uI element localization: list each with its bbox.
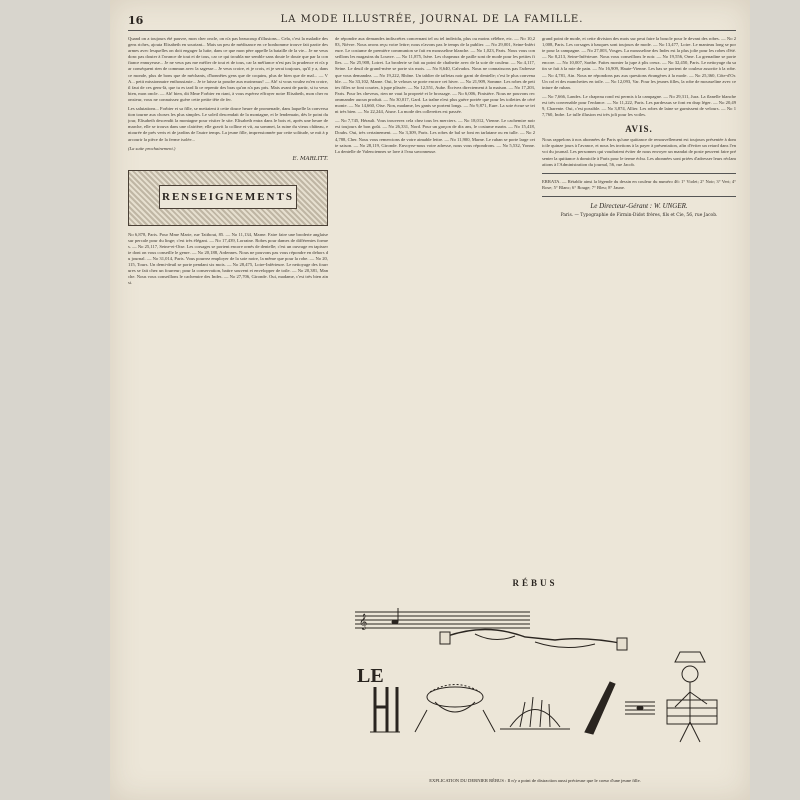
column-3-text-continued: — No 7,666, Landes. Le chapeau rond est permis à la campagne. — No 29,311, Jura. La flanelle blanche est très convenable pour l'enfance. — No 11,222, Paris. Les pardessus se font en drap léger. — No 20,499, Charente. Oui, c'est possible. — No 3,874, Allier. Les robes de laine se garnissent de velours. — No 17,760, Indre. Le tulle illusion est très joli pour les voiles. — [542, 93, 736, 118]
rebus-illustration — [335, 592, 735, 772]
column-3-text: grand point de mode, et cette division des mots sur peut faire la boucle pour le devant des robes. — No 21,008, Paris. Les corsages à basques sont toujours de mode. — No 13,477, Loire. Le manteau long se porte pour la campagne. — No 27,003, Vosges. La mousseline des Indes est la plus jolie pour les robes d'été. — No 8,213, Seine-Inférieure. Nous vous conseillons le noir. — No 19,556, Orne. La grenadine se porte encore. — No 10,007, Sarthe. Faites monter la jupe à plis creux. — No 32,450, Paris. Le nettoyage du satin se fait à la mie de pain. — No 16,909, Haute-Vienne. Les bas se portent de couleur assortie à la robe. — No 4,781, Ain. Nous ne répondons pas aux questions étrangères à la mode. — No 25,360, Côte-d'Or. Un col et des manchettes en toile. — No 12,093, Var. Pour les jeunes filles, la robe de mousseline avec ceinture de ruban. — [542, 36, 736, 90]
person-with-basket-drawing — [667, 652, 717, 742]
column-2-text: de répondre aux demandes indiscrètes concernant tel ou tel individu, plus ou moins célèbre, etc. — No 10,283, Nièvre. Nous avons reçu votre lettre; nous n'avons pas le temps de la publier. — No 29,001, Seine-Inférieure. Le costume de première communion se fait en mousseline blanche. — No 1,023, Paris. Nous vous conseillons les magasins du Louvre. — No 11,875, Isère. Les chapeaux de paille sont de mode pour les petites filles. — No 25,908, Loiret. La broderie se fait au point de chaînette avec de la soie de couleur. — No 4,117, Seine. Le deuil de grand-mère se porte six mois. — No 8,640, Calvados. Nous ne connaissons pas l'adresse que vous demandez. — No 19,222, Rhône. Un tablier de taffetas noir garni de dentelle; c'est le plus convenable. — No 33,102, Marne. Oui, le velours se porte encore cet hiver. — No 21,909, Somme. Les robes de petites filles se font courtes, à jupe plissée. — No 12,551, Aube. Écrivez directement à la maison. — No 17,203, Paris. Pour les cheveux, rien ne vaut la propreté et le brossage. — No 6,006, Finistère. Nous ne pouvons recommander aucun produit. — No 30,017, Gard. La traîne n'est plus guère portée que pour les toilettes de cérémonie. — No 14,660, Oise. Non, madame, les gants se portent longs. — No 9,871, Eure. La soie écrue se teint très bien. — No 22,244, Aisne. La mode des collerettes est passée. — [335, 36, 535, 115]
serial-story-text-continued: Les salutations... Forbier et sa fille, se mettaient à cette douce heure de promenade, dans laquelle la conversation tourne aux choses les plus simples. Le soleil descendait de la montagne, et le lendemain, dès le point du jour, Elisabeth descendit la montagne pour visiter le site. Elisabeth entra dans le bois et, après une heure de marche, elle se trouva dans une clairière; elle gravit la colline et vit, au sommet, la ruine du vieux château, entourée de prés verts et de jardins de l'autre temps. La jeune fille, impressionnée par cette solitude, se mit à parcourir la pièce de la ferme isolée... — [128, 106, 328, 142]
newspaper-page — [110, 0, 750, 800]
to-be-continued-note: (La suite prochainement.) — [128, 145, 176, 151]
renseignements-title: RENSEIGNEMENTS — [159, 185, 297, 209]
divider — [542, 173, 736, 174]
le-ha-letters-drawing — [357, 665, 400, 732]
divider — [542, 196, 736, 197]
serial-story-text: Quand on a toujours été pauvre, mon cher oncle, on n'a pas beaucoup d'illusions... Cela, c'est la maladie des gens riches, ajouta Elisabeth en souriant... Mais un peu de médisance en ce bonhomme trouve fait partie des armes avec lesquelles on doit engager la lutte, dans ce que mon père appelle la bataille de la vie... Je ne veux donc pas douter à l'avance de tout et de tous, car ce qui troubla me semble sans doute le doute que par la confiance ennuyeuse... Je ne veux pas me méfier de tout et de tous, car la méfiance n'est pas la prudence et n'a par conséquent rien de commun avec la sagesse... Je veux croire, et je crois, et je serai toujours, qu'il y a, dans ce monde, plus de bons que de méchants, d'honnêtes gens que de coquins, plus de bien que de mal... — VA... petit missionnaire enthousiaste... Je te laisse ta poudre aux moineaux! — Ah! si vous voulez m'en croire, il faut de ces gens-là, que tu es tard là ce repentir des bras qu'on n'a pas pris. Mais avant de partir, si tu veux bien, mon oncle. — Ah! bien, dit Mme Forbier en riant, à vous espérez effrayer notre Elisabeth, mon cher monsieur, vous ne connaissez guère cette petite tête de fer. — [128, 36, 328, 102]
rebus-section — [335, 578, 735, 783]
errata-text: ERRATA. — Rétablir ainsi la légende du dessin en couleur du numéro 46: 1° Violet; 2° Noir; 3° Vert; 4° Rose; 5° Blanc; 6° Rouge; 7° Bleu; 8° Jaune. — [542, 178, 736, 190]
hay-field-drawing — [500, 697, 570, 729]
svg-text:𝄞: 𝄞 — [359, 614, 368, 630]
column-1 — [128, 36, 328, 791]
printer-line: Paris. — Typographie de Firmin-Didot frères, fils et Cie, 56, rue Jacob. — [560, 212, 718, 218]
author-signature: E. MARLITT. — [292, 155, 328, 162]
renseignements-banner — [128, 170, 328, 226]
avis-text: Nous rappelons à nos abonnées de Paris qu'une quittance de renouvellement est toujours présentée à domicile quinze jours à l'avance, et nous les invitons à la payer à présentation, afin d'éviter un retard dans l'envoi du journal. Les personnes qui voudraient éviter de nous envoyer un mandat de poste peuvent faire présenter la quittance à domicile à Paris pour le terme échu. Les abonnées sont priées d'adresser leurs réclamations à l'Administration du journal, 56, rue Jacob. — [542, 137, 736, 167]
music-staff-drawing — [355, 608, 530, 630]
director-signature: Le Directeur-Gérant : W. UNGER. — [590, 201, 688, 210]
rebus-title: RÉBUS — [512, 578, 558, 588]
renseignements-text: No 6,878, Paris. Pour Mme Marie, rue Taitbout, 85. — No 11,134, Marne. Faire faire une broderie anglaise sur percale pour du linge; c'est très élégant. — No 17,439, Lorraine. Robes pour dames de différentes formes. — No 25,117, Seine-et-Oise. Les corsages se portent encore ornés de dentelle; c'est un ouvrage en tapisserie dont on vous conseille le genre. — No 20,188, Ardennes. Nous ne pouvons pas vous répondre en dehors du journal. — No 31,014, Paris. Vous pourrez employer de la soie noire, la même que pour la robe. — No 20,115, Tours. Un demi-deuil se porte pendant six mois. — No 28,475, Loire-Inférieure. Le nettoyage des fourrures se fait chez un fourreur; pour la conservation, battre souvent et envelopper de toile. — No 20,381, Manche. Nous vous conseillons le cachemire des Indes. — No 27,706, Gironde. Oui, madame, c'est très bien ainsi. — [128, 231, 328, 286]
journal-title: LA MODE ILLUSTRÉE, JOURNAL DE LA FAMILLE. — [280, 14, 584, 25]
blade-drawing — [585, 682, 615, 734]
column-2 — [335, 36, 535, 576]
page-number: 16 — [128, 14, 144, 27]
handshake-drawing — [440, 630, 627, 651]
rebus-explanation: EXPLICATION DU DERNIER RÉBUS : Il n'y a point de distraction aussi précieuse que le coeur d'une jeune fille. — [429, 778, 641, 783]
page-header — [128, 14, 736, 31]
column-3 — [542, 36, 736, 576]
column-2-text-continued: — No 7,745, Hérault. Vous trouverez cela chez tous les merciers. — No 18,012, Vienne. Le cachemire noir est toujours de bon goût. — No 26,331, Nord. Pour un garçon de dix ans, le costume marin. — No 15,418, Doubs. Oui, très certainement. — No 3,309, Paris. Les robes de bal se font en tarlatane ou en tulle. — No 24,788, Cher. Nous vous remercions de votre aimable lettre. — No 11,900, Marne. Le ruban se porte large cette saison. — No 28,119, Gironde. Envoyez-nous votre adresse, nous vous répondrons. — No 5,532, Yonne. La dentelle de Valenciennes se lave à l'eau savonneuse. — [335, 118, 535, 154]
svg-text:LE: LE — [357, 665, 384, 687]
note-staff-drawing — [625, 702, 655, 714]
avis-title: AVIS. — [625, 124, 653, 135]
figure-drawing — [415, 685, 495, 733]
